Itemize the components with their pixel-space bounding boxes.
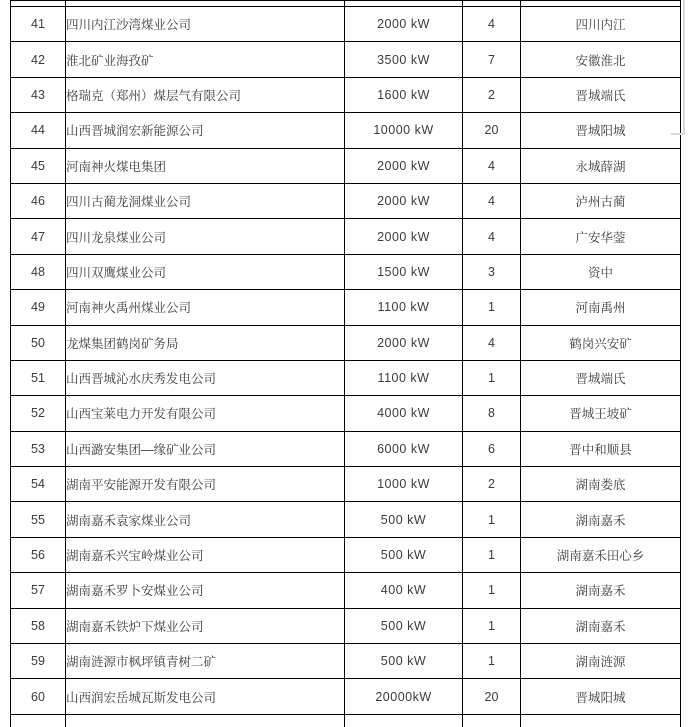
table-row xyxy=(11,467,681,502)
power-cell: 500 kW xyxy=(345,537,463,572)
row-number-cell: 49 xyxy=(11,290,66,325)
location-cell: 晋城阳城 xyxy=(521,113,681,148)
units-cell: 1 xyxy=(463,502,521,537)
power-cell: 3500 kW xyxy=(345,42,463,77)
table-row xyxy=(11,537,681,572)
power-cell: 6000 kW xyxy=(345,431,463,466)
table-row xyxy=(11,502,681,537)
power-cell: 1500 kW xyxy=(345,254,463,289)
row-number-cell: 56 xyxy=(11,537,66,572)
location-cell: 湖南嘉禾田心乡 xyxy=(521,537,681,572)
power-plant-table xyxy=(10,0,681,727)
row-number-cell xyxy=(11,714,66,727)
company-cell: 山西晋城沁水庆秀发电公司 xyxy=(66,360,345,395)
location-cell: 湖南娄底 xyxy=(521,467,681,502)
company-cell: 淮北矿业海孜矿 xyxy=(66,42,345,77)
location-cell: 四川内江 xyxy=(521,7,681,42)
table-row xyxy=(11,396,681,431)
company-cell: 格瑞克（郑州）煤层气有限公司 xyxy=(66,77,345,112)
location-cell: 晋城王坡矿 xyxy=(521,396,681,431)
power-cell: 10000 kW xyxy=(345,113,463,148)
row-number-cell: 45 xyxy=(11,148,66,183)
units-cell: 4 xyxy=(463,219,521,254)
row-number-cell: 54 xyxy=(11,467,66,502)
units-cell: 1 xyxy=(463,290,521,325)
power-cell: 500 kW xyxy=(345,644,463,679)
row-number-cell: 47 xyxy=(11,219,66,254)
location-cell: 广安华蓥 xyxy=(521,219,681,254)
table-row xyxy=(11,290,681,325)
location-cell xyxy=(521,714,681,727)
power-cell: 1000 kW xyxy=(345,467,463,502)
company-cell: 河南神火煤电集团 xyxy=(66,148,345,183)
power-cell: 1100 kW xyxy=(345,360,463,395)
units-cell: 4 xyxy=(463,183,521,218)
row-number-cell: 51 xyxy=(11,360,66,395)
units-cell: 6 xyxy=(463,431,521,466)
row-number-cell: 46 xyxy=(11,183,66,218)
location-cell: 永城薛湖 xyxy=(521,148,681,183)
table-container xyxy=(10,0,681,727)
table-row xyxy=(11,7,681,42)
location-cell: 晋中和顺县 xyxy=(521,431,681,466)
row-number-cell: 43 xyxy=(11,77,66,112)
table-row xyxy=(11,431,681,466)
company-cell: 四川双鹰煤业公司 xyxy=(66,254,345,289)
table-row xyxy=(11,148,681,183)
location-cell: 湖南嘉禾 xyxy=(521,573,681,608)
power-cell: 2000 kW xyxy=(345,7,463,42)
location-cell: 资中 xyxy=(521,254,681,289)
location-cell: 泸州古蔺 xyxy=(521,183,681,218)
table-row xyxy=(11,360,681,395)
company-cell: 湖南嘉禾铁炉下煤业公司 xyxy=(66,608,345,643)
power-cell: 2000 kW xyxy=(345,183,463,218)
company-cell: 湖南平安能源开发有限公司 xyxy=(66,467,345,502)
company-cell: 山西潞安集团—缘矿业公司 xyxy=(66,431,345,466)
company-cell: 山西润宏岳城瓦斯发电公司 xyxy=(66,679,345,714)
location-cell: 湖南嘉禾 xyxy=(521,608,681,643)
row-number-cell: 55 xyxy=(11,502,66,537)
table-row xyxy=(11,113,681,148)
row-number-cell: 57 xyxy=(11,573,66,608)
units-cell: 20 xyxy=(463,679,521,714)
location-cell: 晋城阳城 xyxy=(521,679,681,714)
power-cell: 400 kW xyxy=(345,573,463,608)
row-number-cell: 58 xyxy=(11,608,66,643)
units-cell: 1 xyxy=(463,573,521,608)
table-row xyxy=(11,644,681,679)
location-cell: 鹤岗兴安矿 xyxy=(521,325,681,360)
units-cell: 3 xyxy=(463,254,521,289)
location-cell: 晋城端氏 xyxy=(521,77,681,112)
row-number-cell: 44 xyxy=(11,113,66,148)
location-cell: 安徽淮北 xyxy=(521,42,681,77)
power-cell: 20000kW xyxy=(345,679,463,714)
location-cell: 湖南嘉禾 xyxy=(521,502,681,537)
company-cell: 湖南嘉禾兴宝岭煤业公司 xyxy=(66,537,345,572)
units-cell: 8 xyxy=(463,396,521,431)
row-number-cell: 52 xyxy=(11,396,66,431)
company-cell: 湖南涟源市枫坪镇青树二矿 xyxy=(66,644,345,679)
table-row xyxy=(11,679,681,714)
table-row xyxy=(11,254,681,289)
table-row xyxy=(11,325,681,360)
power-cell: 2000 kW xyxy=(345,219,463,254)
row-number-cell: 59 xyxy=(11,644,66,679)
company-cell: 四川龙泉煤业公司 xyxy=(66,219,345,254)
power-cell: 1600 kW xyxy=(345,77,463,112)
row-number-cell: 60 xyxy=(11,679,66,714)
units-cell: 4 xyxy=(463,148,521,183)
table-row xyxy=(11,77,681,112)
location-cell: 河南禹州 xyxy=(521,290,681,325)
units-cell: 1 xyxy=(463,537,521,572)
table-row xyxy=(11,42,681,77)
company-cell: 龙煤集团鹤岗矿务局 xyxy=(66,325,345,360)
units-cell: 4 xyxy=(463,7,521,42)
company-cell: 湖南嘉禾罗卜安煤业公司 xyxy=(66,573,345,608)
units-cell: 7 xyxy=(463,42,521,77)
row-number-cell: 41 xyxy=(11,7,66,42)
units-cell xyxy=(463,714,521,727)
power-cell: 1100 kW xyxy=(345,290,463,325)
company-cell: 湖南嘉禾袁家煤业公司 xyxy=(66,502,345,537)
location-cell: 晋城端氏 xyxy=(521,360,681,395)
units-cell: 1 xyxy=(463,644,521,679)
company-cell: 四川内江沙湾煤业公司 xyxy=(66,7,345,42)
power-cell: 500 kW xyxy=(345,502,463,537)
location-cell: 湖南涟源 xyxy=(521,644,681,679)
company-cell: 四川古蔺龙洞煤业公司 xyxy=(66,183,345,218)
units-cell: 4 xyxy=(463,325,521,360)
units-cell: 1 xyxy=(463,608,521,643)
table-row xyxy=(11,219,681,254)
row-number-cell: 42 xyxy=(11,42,66,77)
power-cell xyxy=(345,714,463,727)
row-number-cell: 53 xyxy=(11,431,66,466)
table-row xyxy=(11,573,681,608)
row-number-cell: 48 xyxy=(11,254,66,289)
company-cell: 河南神火禹州煤业公司 xyxy=(66,290,345,325)
power-cell: 500 kW xyxy=(345,608,463,643)
row-number-cell: 50 xyxy=(11,325,66,360)
company-cell xyxy=(66,714,345,727)
power-cell: 2000 kW xyxy=(345,148,463,183)
power-cell: 4000 kW xyxy=(345,396,463,431)
table-row xyxy=(11,183,681,218)
units-cell: 20 xyxy=(463,113,521,148)
table-row-partial-bottom xyxy=(11,714,681,727)
power-cell: 2000 kW xyxy=(345,325,463,360)
units-cell: 1 xyxy=(463,360,521,395)
company-cell: 山西晋城润宏新能源公司 xyxy=(66,113,345,148)
units-cell: 2 xyxy=(463,77,521,112)
company-cell: 山西宝莱电力开发有限公司 xyxy=(66,396,345,431)
units-cell: 2 xyxy=(463,467,521,502)
table-row xyxy=(11,608,681,643)
